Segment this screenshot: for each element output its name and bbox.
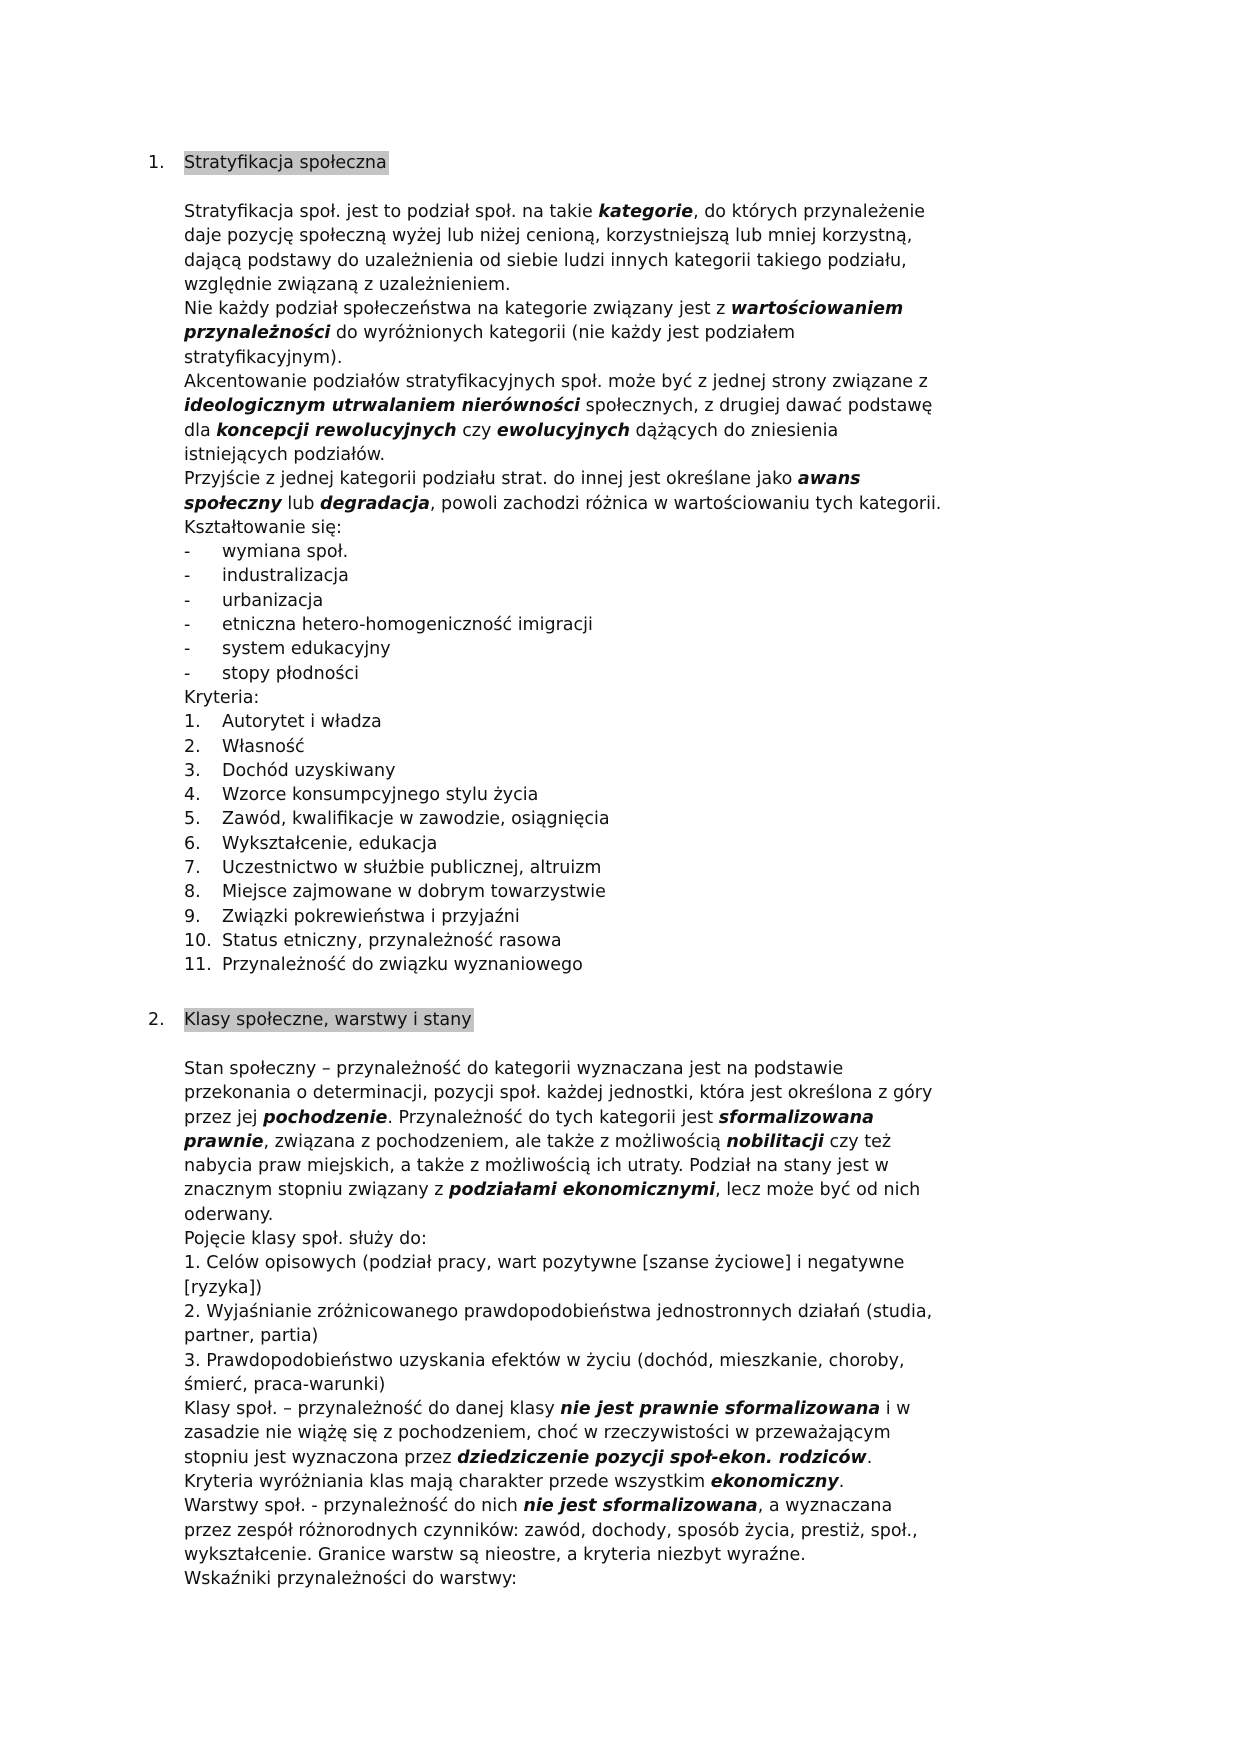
list-marker: - (184, 639, 191, 660)
list-item (0, 589, 1240, 613)
emphasized-text: ekonomiczny (710, 1472, 839, 1493)
text-line (0, 1494, 1240, 1518)
emphasized-text: nie jest sformalizowana (523, 1496, 758, 1517)
emphasized-text: degradacja (320, 493, 430, 514)
list-item (0, 662, 1240, 686)
list-item (0, 540, 1240, 564)
list-item (0, 880, 1240, 904)
section-heading (0, 1008, 1240, 1032)
list-marker: 2. (184, 736, 201, 757)
text-run: . (866, 1447, 873, 1468)
list-item (0, 710, 1240, 734)
text-run: Stratyfikacja społ. jest to podział społ. na takie (184, 201, 599, 222)
text-run: , a wyznaczana (757, 1496, 893, 1517)
list-marker: - (184, 542, 191, 563)
text-line (0, 370, 1240, 394)
heading-number: 1. (148, 153, 165, 173)
text-run: stopniu jest wyznaczona przez (184, 1447, 458, 1468)
text-line (0, 516, 1240, 540)
emphasized-text: pochodzenie (263, 1107, 388, 1128)
emphasized-text: koncepcji rewolucyjnych (216, 420, 457, 441)
text-line (0, 1446, 1240, 1470)
text-line (0, 273, 1240, 297)
text-run: zasadzie nie wiążę się z pochodzeniem, choć w rzeczywistości w przeważającym (184, 1423, 891, 1444)
text-run: , lecz może być od nich (715, 1180, 921, 1201)
text-run: Zawód, kwalifikacje w zawodzie, osiągnięcia (222, 809, 610, 830)
text-run: Akcentowanie podziałów stratyfikacyjnych społ. może być z jednej strony związane z (184, 372, 928, 393)
text-line (0, 686, 1240, 710)
text-line (0, 321, 1240, 345)
text-run: przekonania o determinacji, pozycji społ. każdej jednostki, która jest określona z góry (184, 1083, 933, 1104)
list-item (0, 637, 1240, 661)
heading-title: Klasy społeczne, warstwy i stany (184, 1008, 474, 1032)
text-run: Kryteria: (184, 687, 260, 708)
text-run: . (838, 1472, 845, 1493)
text-run: społecznych, z drugiej dawać podstawę (580, 396, 933, 417)
emphasized-text: nie jest prawnie sformalizowana (560, 1399, 881, 1420)
text-run: lub (281, 493, 321, 514)
emphasized-text: podziałami ekonomicznymi (449, 1180, 716, 1201)
text-line (0, 1519, 1240, 1543)
text-run: Przynależność do związku wyznaniowego (222, 955, 583, 976)
section-heading (0, 151, 1240, 175)
section (0, 151, 1240, 977)
text-run: , związana z pochodzeniem, ale także z możliwością (263, 1131, 727, 1152)
list-item (0, 735, 1240, 759)
text-line (0, 1349, 1240, 1373)
section (0, 1008, 1240, 1592)
list-marker: - (184, 615, 191, 636)
text-run: 3. Prawdopodobieństwo uzyskania efektów w życiu (dochód, mieszkanie, choroby, (184, 1350, 905, 1371)
list-item (0, 953, 1240, 977)
text-line (0, 1154, 1240, 1178)
text-run: etniczna hetero-homogeniczność imigracji (222, 615, 593, 636)
list-marker: - (184, 590, 191, 611)
text-line (0, 1543, 1240, 1567)
text-run: system edukacyjny (222, 639, 391, 660)
list-marker: 10. (184, 930, 212, 951)
text-run: Własność (222, 736, 305, 757)
text-line (0, 1397, 1240, 1421)
text-line (0, 1373, 1240, 1397)
list-marker: 5. (184, 809, 201, 830)
list-marker: 7. (184, 858, 201, 878)
text-run: Wykształcenie, edukacja (222, 833, 438, 854)
text-line (0, 249, 1240, 273)
text-run: Miejsce zajmowane w dobrym towarzystwie (222, 882, 606, 903)
text-line (0, 443, 1240, 467)
text-line (0, 1178, 1240, 1202)
text-run: dającą podstawy do uzależnienia od siebie ludzi innych kategorii takiego podziału, (184, 250, 907, 271)
text-run: [ryzyka]) (184, 1277, 263, 1298)
emphasized-text: wartościowaniem (730, 299, 904, 320)
text-run: nabycia praw miejskich, a także z możliwością ich utraty. Podział na stany jest w (184, 1156, 889, 1177)
text-run: daje pozycję społeczną wyżej lub niżej cenioną, korzystniejszą lub mniej korzystną, (184, 226, 913, 247)
emphasized-text: nobilitacji (726, 1131, 824, 1152)
text-run: , do których przynależenie (693, 201, 926, 222)
text-run: Wskaźniki przynależności do warstwy: (184, 1569, 517, 1590)
text-line (0, 1300, 1240, 1324)
text-run: urbanizacja (222, 590, 324, 611)
text-run: , powoli zachodzi różnica w wartościowaniu tych kategorii. (429, 493, 942, 514)
emphasized-text: awans (797, 469, 861, 490)
list-item (0, 613, 1240, 637)
text-line (0, 1130, 1240, 1154)
list-marker: - (184, 663, 191, 684)
text-run: Status etniczny, przynależność rasowa (222, 930, 562, 951)
text-line (0, 394, 1240, 418)
list-item (0, 807, 1240, 831)
text-run: Stan społeczny – przynależność do kategorii wyznaczana jest na podstawie (184, 1058, 844, 1079)
text-run: stratyfikacyjnym). (184, 347, 343, 368)
text-line (0, 1567, 1240, 1591)
text-run: wymiana społ. (222, 542, 349, 563)
text-run: industralizacja (222, 566, 349, 587)
text-run: istniejących podziałów. (184, 444, 386, 465)
list-marker: 11. (184, 955, 212, 976)
list-item (0, 905, 1240, 929)
text-run: Klasy społ. – przynależność do danej klasy (184, 1399, 561, 1420)
text-line (0, 1324, 1240, 1348)
text-run: względnie związaną z uzależnieniem. (184, 274, 511, 295)
text-run: 1. Celów opisowych (podział pracy, wart pozytywne [szanse życiowe] i negatywne (184, 1253, 905, 1274)
emphasized-text: kategorie (598, 201, 694, 222)
heading-number: 2. (148, 1010, 165, 1030)
text-run: oderwany. (184, 1204, 274, 1225)
text-line (0, 1276, 1240, 1300)
heading-title: Stratyfikacja społeczna (184, 151, 389, 175)
text-run: przez zespół różnorodnych czynników: zawód, dochody, sposób życia, prestiż, społ., (184, 1520, 918, 1541)
emphasized-text: dziedziczenie pozycji społ-ekon. rodziców (457, 1447, 867, 1468)
text-run: Kryteria wyróżniania klas mają charakter przede wszystkim (184, 1472, 711, 1493)
text-run: do wyróżnionych kategorii (nie każdy jest podziałem (330, 323, 796, 344)
list-marker: 3. (184, 760, 201, 781)
text-run: Dochód uzyskiwany (222, 760, 396, 781)
text-line (0, 1106, 1240, 1130)
text-run: dla (184, 420, 217, 441)
emphasized-text: ewolucyjnych (496, 420, 630, 441)
text-run: wykształcenie. Granice warstw są nieostre, a kryteria niezbyt wyraźne. (184, 1544, 806, 1565)
text-run: Kształtowanie się: (184, 517, 342, 538)
list-item (0, 832, 1240, 856)
text-line (0, 1227, 1240, 1251)
list-item (0, 759, 1240, 783)
list-marker: 8. (184, 882, 201, 903)
list-item (0, 929, 1240, 953)
list-marker: - (184, 566, 191, 587)
text-line (0, 492, 1240, 516)
list-marker: 1. (184, 712, 201, 733)
text-line (0, 1203, 1240, 1227)
text-run: Wzorce konsumpcyjnego stylu życia (222, 785, 539, 806)
text-run: znacznym stopniu związany z (184, 1180, 450, 1201)
text-run: Związki pokrewieństwa i przyjaźni (222, 906, 520, 927)
text-line (0, 419, 1240, 443)
list-item (0, 856, 1240, 880)
text-run: Autorytet i władza (222, 712, 382, 733)
text-run: dążących do zniesienia (629, 420, 839, 441)
text-run: czy (456, 420, 497, 441)
text-run: Przyjście z jednej kategorii podziału strat. do innej jest określane jako (184, 469, 798, 490)
text-run: przez jej (184, 1107, 264, 1128)
emphasized-text: społeczny (184, 493, 282, 514)
text-line (0, 1470, 1240, 1494)
list-marker: 9. (184, 906, 201, 927)
text-line (0, 1057, 1240, 1081)
emphasized-text: ideologicznym utrwalaniem nierówności (184, 396, 581, 417)
text-line (0, 467, 1240, 491)
emphasized-text: przynależności (184, 323, 331, 344)
text-run: Warstwy społ. - przynależność do nich (184, 1496, 524, 1517)
text-line (0, 297, 1240, 321)
text-line (0, 1421, 1240, 1445)
text-run: 2. Wyjaśnianie zróżnicowanego prawdopodobieństwa jednostronnych działań (studia, (184, 1301, 933, 1322)
list-item (0, 564, 1240, 588)
text-line (0, 224, 1240, 248)
emphasized-text: sformalizowana (718, 1107, 874, 1128)
emphasized-text: prawnie (184, 1131, 264, 1152)
text-run: Nie każdy podział społeczeństwa na kategorie związany jest z (184, 299, 731, 320)
text-line (0, 1251, 1240, 1275)
text-run: stopy płodności (222, 663, 360, 684)
text-line (0, 200, 1240, 224)
list-marker: 6. (184, 833, 201, 854)
list-marker: 4. (184, 785, 201, 806)
text-line (0, 1081, 1240, 1105)
text-run: Uczestnictwo w służbie publicznej, altruizm (222, 858, 602, 878)
list-item (0, 783, 1240, 807)
text-line (0, 346, 1240, 370)
text-run: czy też (823, 1131, 892, 1152)
text-run: śmierć, praca-warunki) (184, 1374, 386, 1395)
text-run: i w (880, 1399, 911, 1420)
text-run: partner, partia) (184, 1326, 319, 1347)
text-run: . Przynależność do tych kategorii jest (387, 1107, 719, 1128)
text-run: Pojęcie klasy społ. służy do: (184, 1229, 427, 1250)
